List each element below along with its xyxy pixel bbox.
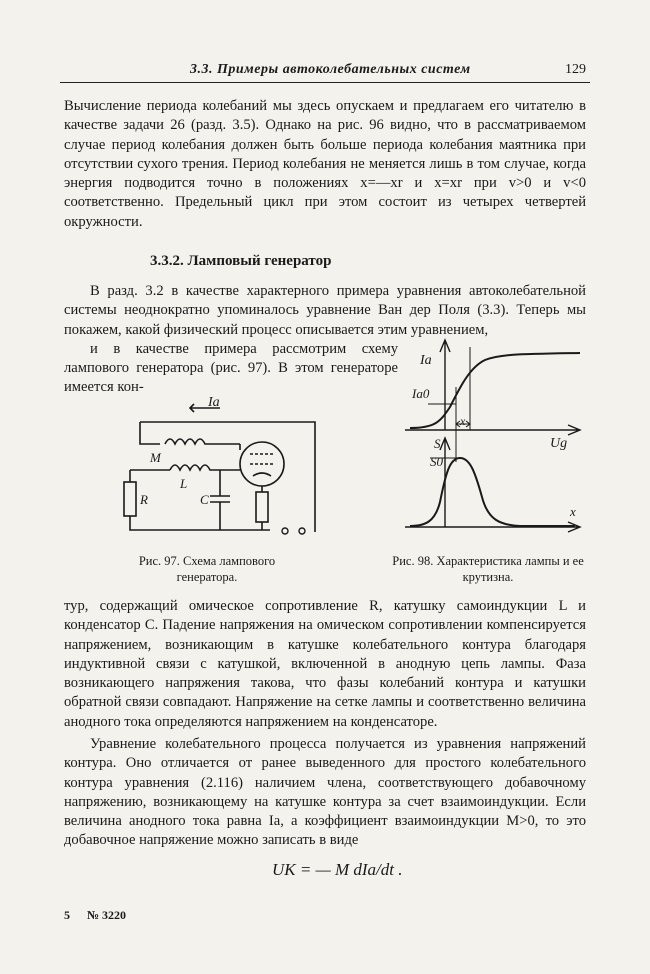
label-current: Ia [208, 395, 220, 410]
wire-feedback-left [140, 422, 160, 444]
tank-coil [170, 465, 240, 470]
section-title: 3.3.2. Ламповый генератор [150, 253, 332, 269]
label-ug: Ug [550, 436, 568, 451]
paragraph-van-der-pol-full: В разд. 3.2 в качестве характерного примера уравнения автоколебательной системы неоднократно упоминалось уравнение Ван дер Поля (3.3). Теперь мы покажем, какой физический процесс описывается этим уравнением, [64, 283, 586, 338]
resistor-symbol [124, 482, 136, 516]
paragraph-equation: Уравнение колебательного процесса получается из уравнения напряжений контура. Оно отличается от ранее выведенного для простого колебательного контура уравнения (2.116) наличием члена, соответствующего добавочному напряжению, возникающему на катушке контура за счет взаимоиндукции. Если величина анодного тока равна Ia, а коэффициент взаимоиндукции M>0, то это добавочное напряжение можно записать в виде [64, 736, 586, 849]
label-resistor: R [140, 492, 148, 507]
tube-cathode [253, 473, 271, 476]
label-capacitor: C [200, 492, 209, 507]
paragraph-period: Вычисление периода колебаний мы здесь опускаем и предлагаем его читателю в качестве задачи 26 (разд. 3.5). Однако на рис. 96 видно, что в рассматриваемом случае период колебания должен быть больше периода колебания маятника при отсутствии сухого трения. Период колебания не меняется лишь в том случае, когда энергия подводится точно в положениях x=—xr и x=xr при v>0 и v<0 соответственно. Предельный цикл при этом состоит из четырех четвертей окружности. [64, 98, 586, 230]
order-number: № 3220 [87, 908, 127, 922]
wire-top [140, 422, 315, 532]
paragraph-van-der-pol-narrow: и в качестве примера рассмотрим схему лампового генератора (рис. 97). В этом генераторе имеется кон- [64, 340, 398, 396]
terminal-right [299, 528, 305, 534]
label-ia: Ia [420, 353, 432, 368]
paragraph-circuit: тур, содержащий омическое сопротивление R, катушку самоиндукции L и конденсатор C. Падение напряжения на омическом сопротивлении компенсируется напряжением, возникающим в катушке колебательного контура благодаря индуктивной связи с катушкой, включенной в анодную цепь лампы. Фаза возникающего напряжения такова, что фазы колебаний контура и катушки обратной связи совпадают. Напряжение на сетке лампы и соответственно величина анодного тока определяются напряжением на конденсаторе. [64, 598, 586, 730]
capacitor-symbol [210, 470, 230, 530]
terminal-left [282, 528, 288, 534]
figure-97-circuit [120, 392, 330, 542]
tube-grid [250, 454, 274, 464]
label-x-span: x [460, 414, 466, 428]
label-s: S [434, 436, 441, 451]
page-header [60, 60, 590, 83]
axis-ia [440, 340, 450, 430]
axis-ug [405, 425, 580, 435]
label-inductor: L [180, 476, 188, 491]
figure-98-characteristic [400, 332, 590, 532]
signature-mark: 5 [64, 908, 70, 922]
cathode-resistor [256, 492, 268, 522]
feedback-coil [165, 439, 240, 444]
page-number: 129 [565, 62, 586, 77]
figure-97-caption: Рис. 97. Схема лампового генератора. [138, 554, 276, 584]
characteristic-curve [410, 353, 580, 428]
label-ia0: Ia0 [412, 386, 430, 401]
formula-uk: UK = — M dIa/dt . [272, 860, 403, 879]
figure-98-caption: Рис. 98. Характеристика лампы и ее крутизна. [392, 554, 584, 584]
label-s0: S0 [430, 454, 443, 469]
label-x-axis: x [570, 504, 576, 519]
page-footer [64, 908, 126, 923]
label-mutual: M [150, 450, 161, 465]
running-title: 3.3. Примеры автоколебательных систем [190, 62, 471, 77]
wire-bottom [130, 516, 270, 530]
